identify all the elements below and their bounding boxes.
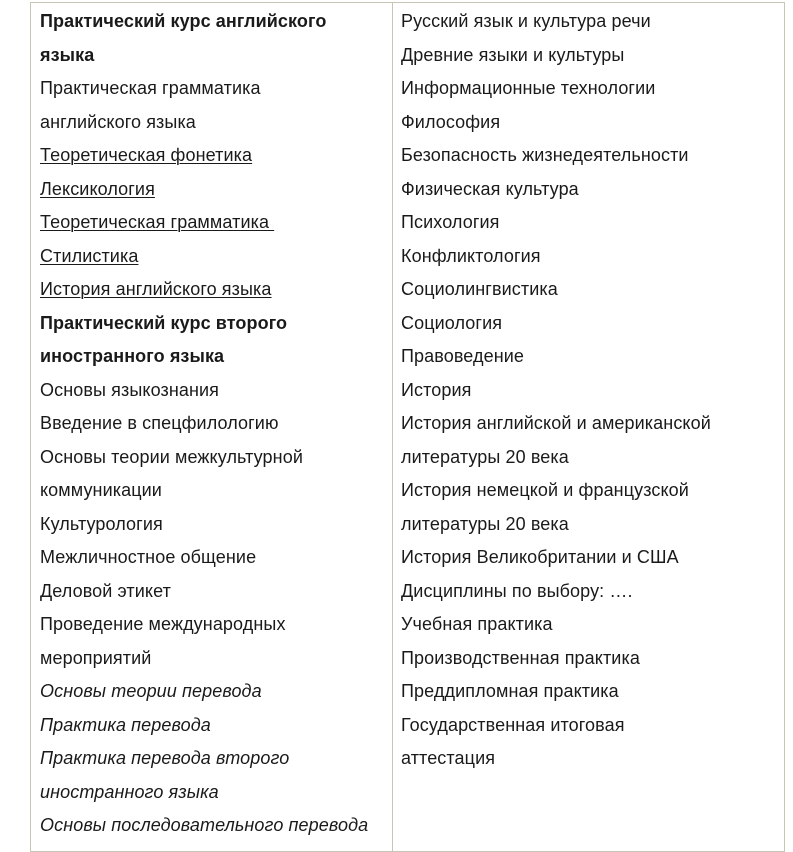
list-item: Введение в спецфилологию bbox=[40, 413, 279, 433]
list-item: Русский язык и культура речи bbox=[401, 11, 651, 31]
list-item: мероприятий bbox=[40, 647, 152, 668]
list-item: иностранного языка bbox=[40, 346, 225, 366]
list-item: иностранного языка bbox=[40, 781, 219, 802]
list-item: История немецкой и французской bbox=[401, 480, 689, 500]
list-item bbox=[40, 173, 392, 207]
list-item: Преддипломная практика bbox=[401, 681, 619, 701]
list-item: Проведение международных bbox=[40, 614, 286, 634]
list-item: История Великобритании и США bbox=[401, 547, 679, 567]
list-item: Психология bbox=[401, 212, 500, 232]
list-item: Безопасность жизнедеятельности bbox=[401, 145, 689, 165]
list-item: Основы теории перевода bbox=[40, 681, 262, 701]
list-item-text: Теоретическая фонетика bbox=[40, 145, 253, 165]
list-item: Практика перевода второго bbox=[40, 748, 290, 768]
list-item: Практический курс второго bbox=[40, 312, 288, 333]
list-item: Конфликтология bbox=[401, 245, 541, 266]
list-item: Информационные технологии bbox=[401, 78, 656, 98]
right-column bbox=[393, 3, 784, 851]
list-item: Производственная практика bbox=[401, 647, 640, 668]
list-item: Социология bbox=[401, 312, 503, 333]
list-item bbox=[40, 240, 392, 274]
list-item: Правоведение bbox=[401, 346, 525, 366]
list-item: Основы последовательного перевода bbox=[40, 815, 369, 835]
list-item-text: Стилистика bbox=[40, 245, 139, 266]
list-item: Основы теории межкультурной bbox=[40, 446, 303, 467]
list-item: Физическая культура bbox=[401, 178, 579, 199]
list-item-text: Лексикология bbox=[40, 178, 155, 199]
list-item: Учебная практика bbox=[401, 614, 553, 634]
list-item: Философия bbox=[401, 111, 501, 132]
list-item: Дисциплины по выбору: …. bbox=[401, 580, 633, 601]
list-item bbox=[40, 273, 392, 307]
list-item: Деловой этикет bbox=[40, 580, 171, 601]
list-item: Основы языкознания bbox=[40, 379, 220, 400]
list-item-text: Теоретическая грамматика bbox=[40, 212, 275, 232]
list-item: аттестация bbox=[401, 748, 496, 768]
list-item bbox=[40, 139, 392, 173]
list-item: английского языка bbox=[40, 111, 196, 132]
list-item: литературы 20 века bbox=[401, 446, 569, 467]
list-item: Древние языки и культуры bbox=[401, 44, 625, 65]
list-item-text: История английского языка bbox=[40, 279, 272, 299]
list-item: Практическая грамматика bbox=[40, 78, 261, 98]
list-item: литературы 20 века bbox=[401, 513, 569, 534]
list-item: Государственная итоговая bbox=[401, 714, 625, 735]
list-item: История английской и американской bbox=[401, 413, 711, 433]
list-item: Межличностное общение bbox=[40, 547, 257, 567]
list-item: Практический курс английского bbox=[40, 11, 327, 31]
list-item: История bbox=[401, 379, 472, 400]
list-item bbox=[40, 206, 392, 240]
left-column bbox=[31, 3, 393, 851]
list-item: Практика перевода bbox=[40, 714, 211, 735]
list-item: коммуникации bbox=[40, 480, 162, 500]
list-item: языка bbox=[40, 44, 95, 65]
list-item: Культурология bbox=[40, 513, 163, 534]
list-item: Социолингвистика bbox=[401, 279, 558, 299]
curriculum-table bbox=[30, 2, 785, 852]
